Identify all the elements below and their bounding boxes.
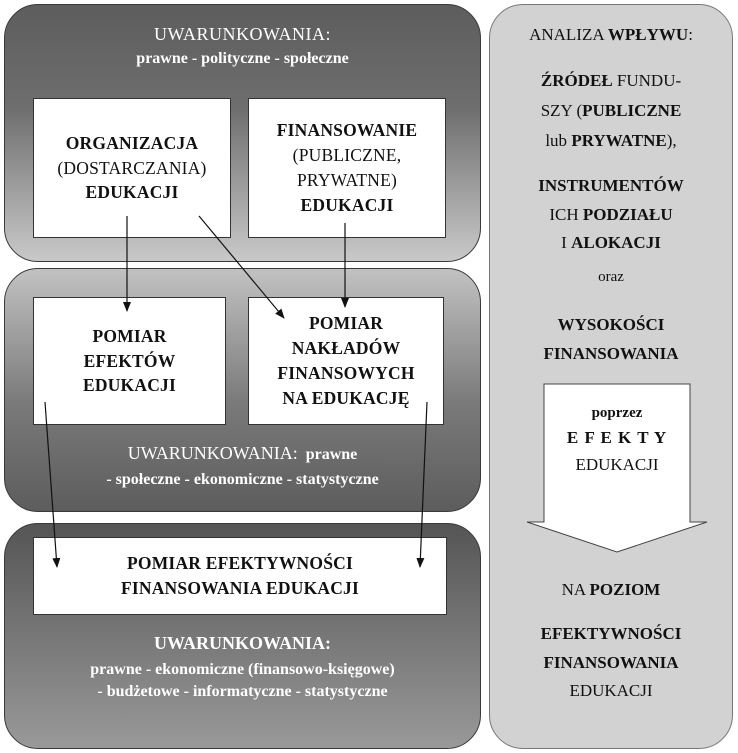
impact-analysis-panel: ANALIZA WPŁYWU: ŹRÓDEŁ FUNDU- SZY (PUBLICZNE lub PRYWATNE), INSTRUMENTÓW ICH PODZIAŁU I ALOKACJI oraz WYSOKOŚCI FINANSOWANIA NA POZIOM EFEKTYWNOŚCI FINANSOWANIA EDUKACJI xyxy=(489,4,733,749)
box-inputs-measurement: POMIAR NAKŁADÓW FINANSOWYCH NA EDUKACJĘ xyxy=(248,297,444,425)
top-conditions-heading: UWARUNKOWANIA xyxy=(154,24,326,44)
arrow-organization-to-inputs xyxy=(199,216,284,318)
box-efficiency-measurement: POMIAR EFEKTYWNOŚCI FINANSOWANIA EDUKACJI xyxy=(33,537,447,615)
bottom-conditions-label: UWARUNKOWANIA: prawne - ekonomiczne (finansowo-księgowe) - budżetowe - informatyczne - statystyczne xyxy=(4,631,481,702)
arrow-inputs-to-efficiency xyxy=(420,402,427,567)
impact-analysis-heading: ANALIZA WPŁYWU: xyxy=(529,25,693,44)
top-conditions-label: UWARUNKOWANIA: prawne - polityczne - społeczne xyxy=(4,22,481,70)
box-effects-measurement: POMIAR EFEKTÓW EDUKACJI xyxy=(33,297,226,425)
middle-conditions-label: UWARUNKOWANIA: prawne - społeczne - ekonomiczne - statystyczne xyxy=(4,441,481,490)
middle-conditions-sub: - społeczne - ekonomiczne - statystyczne xyxy=(106,470,379,488)
bottom-conditions-heading: UWARUNKOWANIA: xyxy=(153,633,331,653)
top-conditions-sub: prawne - polityczne - społeczne xyxy=(136,50,349,68)
middle-conditions-heading: UWARUNKOWANIA: xyxy=(127,443,298,463)
box-organization: ORGANIZACJA (DOSTARCZANIA) EDUKACJI xyxy=(33,98,231,238)
box-financing: FINANSOWANIE (PUBLICZNE, PRYWATNE) EDUKACJI xyxy=(248,98,446,238)
arrow-effects-to-efficiency xyxy=(45,402,57,567)
arrow-effects-box: poprzez E F E K T Y EDUKACJI xyxy=(566,405,668,474)
